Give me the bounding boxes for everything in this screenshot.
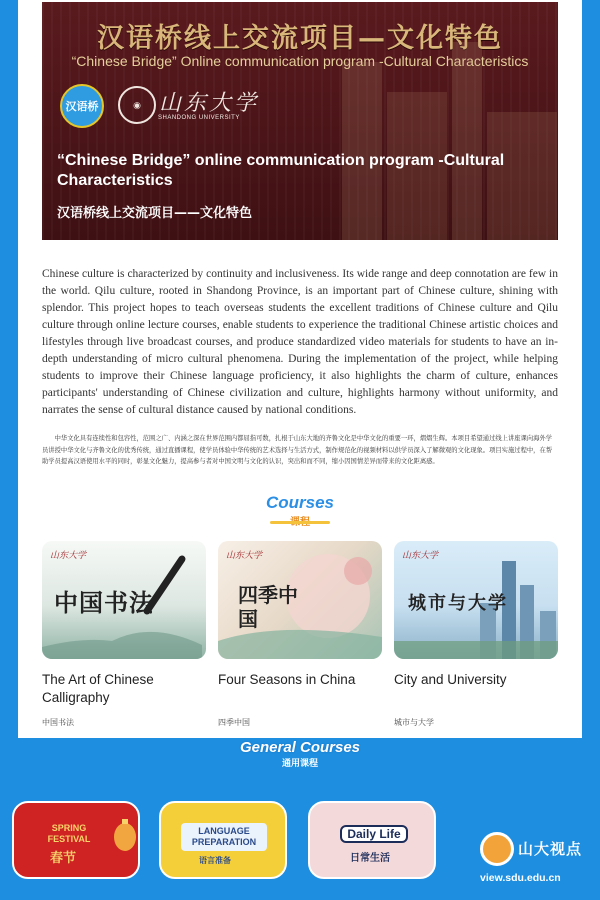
course-thumbnail[interactable] <box>218 541 382 659</box>
lantern-icon <box>110 817 140 857</box>
course-card-four-seasons[interactable] <box>218 541 382 727</box>
general-course-daily-life[interactable] <box>308 801 436 879</box>
course-name-en[interactable]: Four Seasons in China <box>218 672 356 687</box>
sdu-view-logo-icon <box>480 832 514 866</box>
general-course-spring-festival[interactable] <box>12 801 140 879</box>
university-seal-logo: 山东大学 <box>402 551 439 561</box>
courses-title-en: Courses <box>265 493 335 512</box>
general-courses-section-title <box>220 739 380 769</box>
banner-title-zh: 汉语桥线上交流项目—文化特色 <box>97 23 503 54</box>
course-name-zh: 四季中国 <box>218 718 250 727</box>
hero-banner <box>42 2 558 240</box>
university-seal-logo: 山东大学 <box>50 551 87 561</box>
course-name-zh: 中国书法 <box>42 718 74 727</box>
spring-festival-label-en: SPRING FESTIVAL <box>47 823 91 844</box>
chinese-bridge-logo: 汉语桥 <box>60 84 104 128</box>
university-logo: 山东大学 <box>159 91 260 116</box>
course-card-city-university[interactable] <box>394 541 558 727</box>
daily-life-label-zh: 日常生活 <box>350 853 390 864</box>
course-name-en[interactable]: City and University <box>394 672 507 687</box>
banner-heading-zh: 汉语桥线上交流项目——文化特色 <box>57 206 253 221</box>
sdu-view-url: view.sdu.edu.cn <box>480 872 561 884</box>
course-thumbnail[interactable] <box>42 541 206 659</box>
banner-heading-en: “Chinese Bridge” online communication program -Cultural Characteristics <box>57 152 505 189</box>
thumb-label-four-seasons: 四季中国 <box>238 583 298 631</box>
university-seal-logo: 山东大学 <box>226 551 263 561</box>
course-name-zh: 城市与大学 <box>394 718 434 727</box>
university-seal-icon: ◉ <box>118 86 156 124</box>
sdu-view-watermark <box>480 832 590 894</box>
general-courses-title-en: General Courses <box>239 739 361 756</box>
university-logo-en: SHANDONG UNIVERSITY <box>158 115 240 121</box>
general-course-language-preparation[interactable] <box>159 801 287 879</box>
daily-life-label-en: Daily Life <box>340 825 408 843</box>
intro-text-zh: 中华文化具有连续性和包容性，范围之广、内涵之深在世界范围内都屈指可数，扎根于山东大地的齐鲁文化是中华文化的重要一环，熠熠生辉。本项目希望通过线上讲座课向海外学员讲授中华文化与齐鲁文化的优秀传统，通过直播课程，使学员体验中华传统的艺术选择与生活方式，制作规范化的视频材料以供学员深入了解微观的文化现象。项目实施过程中，在帮助学员提高汉语使用水平的同时，彰显文化魅力，提高参与者对中国文明与文化的认识，突出和而不同，缩小因国情差异而带来的文化距离感。 <box>42 435 553 465</box>
intro-text-en: Chinese culture is characterized by continuity and inclusiveness. Its wide range and deep connotation are few in the world. Qilu culture, rooted in Shandong Province, is an important part of Chinese culture, shining with splendor. This project hopes to teach overseas students the excellent traditions of Chinese culture and Qilu culture through online lecture courses, enable students to experience the traditional Chinese artistic choices and lifestyles through live broadcast courses, and produce standardized video materials for students to have an in-depth understanding of micro cultural phenomena. During the implementation of the project, while helping students to improve their Chinese language proficiency, it also highlights the charm of culture, enhances participants' understanding of Chinese civilization and culture, highlights harmony without uniformity, and narrates the sense of cultural distance caused by national conditions. <box>42 268 558 416</box>
course-name-en[interactable]: The Art of Chinese Calligraphy <box>42 672 154 705</box>
language-preparation-label-zh: 语言准备 <box>199 856 231 865</box>
general-courses-title-zh: 通用课程 <box>281 759 318 769</box>
course-card-calligraphy[interactable] <box>42 541 206 727</box>
thumb-label-calligraphy: 中国书法 <box>54 588 154 617</box>
spring-festival-label-zh: 春节 <box>50 851 77 866</box>
banner-title-en: “Chinese Bridge” Online communication program -Cultural Characteristics <box>71 53 529 69</box>
courses-title-underline <box>270 521 330 524</box>
thumb-label-city-university: 城市与大学 <box>408 593 508 614</box>
course-thumbnail[interactable] <box>394 541 558 659</box>
language-preparation-label-en: LANGUAGE PREPARATION <box>181 823 267 851</box>
sdu-view-name: 山大视点 <box>518 840 583 858</box>
